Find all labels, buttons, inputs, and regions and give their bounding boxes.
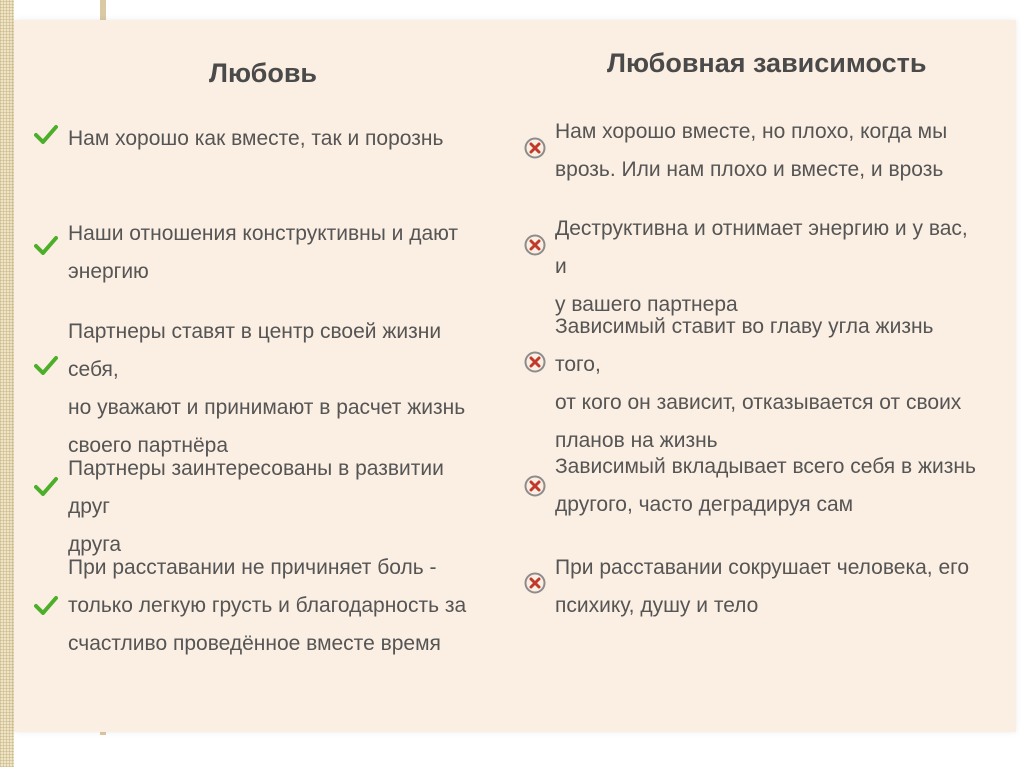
love-item-text: Партнеры заинтересованы в развитии друг друга [68, 457, 444, 556]
check-icon [34, 355, 58, 375]
cross-circle-icon [524, 137, 546, 159]
love-item-text: Партнеры ставят в центр своей жизни себя, но уважают и принимают в расчет жизнь своего партнёра [68, 320, 466, 457]
love-item-text: Наши отношения конструктивны и дают энергию [68, 222, 459, 283]
cross-circle-icon [524, 572, 546, 594]
decorative-texture-strip [0, 0, 14, 767]
comparison-panel [14, 20, 1016, 732]
check-icon [34, 235, 58, 255]
love-item-text: Нам хорошо как вместе, так и порознь [68, 127, 444, 150]
cross-circle-icon [524, 351, 546, 373]
check-icon [34, 595, 58, 615]
cross-circle-icon [524, 234, 546, 256]
love-item-text: При расставании не причиняет боль - только легкую грусть и благодарность за счастливо проведённое вместе время [68, 556, 467, 655]
margin-bottom [14, 735, 106, 767]
check-icon [34, 124, 58, 144]
dependency-item-text: Нам хорошо вместе, но плохо, когда мы врозь. Или нам плохо и вместе, и врозь [555, 120, 948, 181]
dependency-item-text: Деструктивна и отнимает энергию и у вас, и у вашего партнера [555, 217, 968, 316]
dependency-item-text: Зависимый вкладывает всего себя в жизнь другого, часто деградируя сам [555, 455, 976, 516]
love-heading: Любовь [209, 58, 318, 88]
dependency-item-text: При расставании сокрушает человека, его психику, душу и тело [555, 556, 970, 617]
dependency-heading: Любовная зависимость [607, 48, 927, 78]
check-icon [34, 476, 58, 496]
margin-top [14, 0, 100, 20]
cross-circle-icon [524, 475, 546, 497]
dependency-item-text: Зависимый ставит во главу угла жизнь того, от кого он зависит, отказывается от своих планов на жизнь [555, 315, 962, 452]
